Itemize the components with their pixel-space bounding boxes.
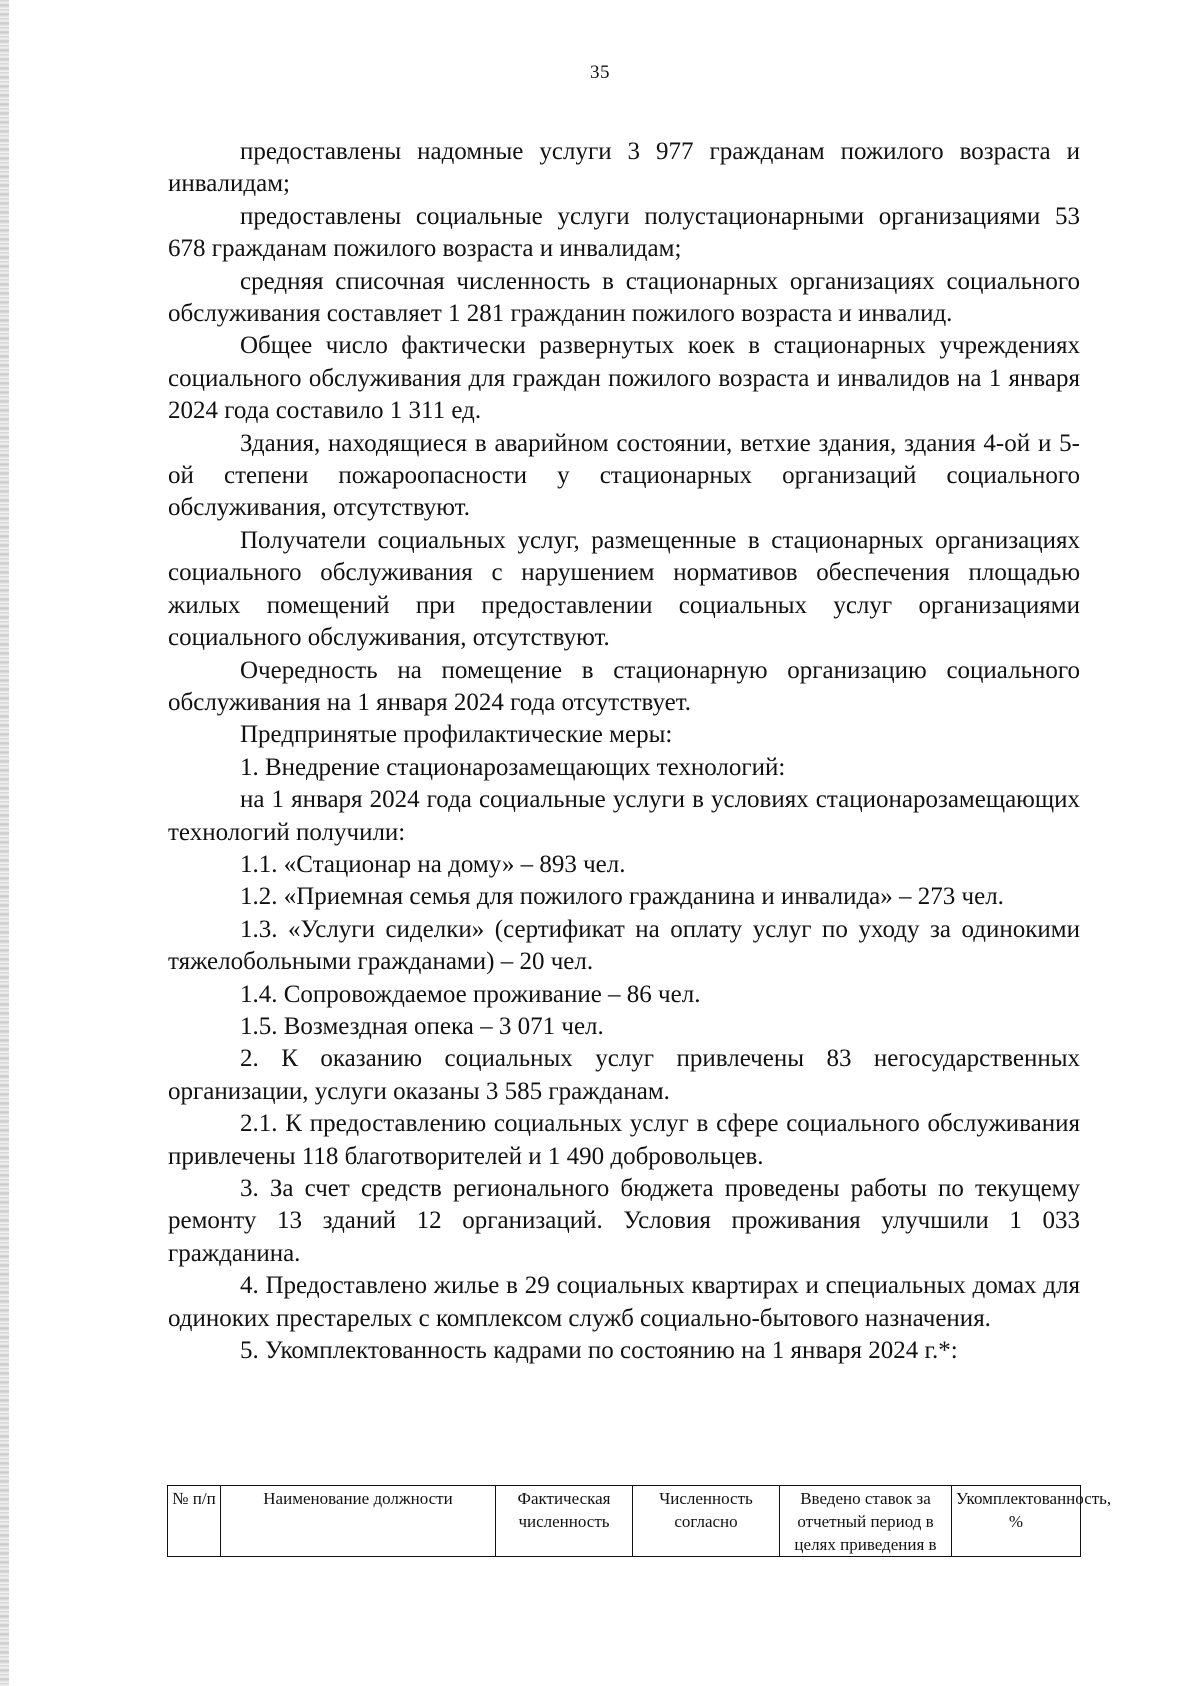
paragraph-item-1-1: 1.1. «Стационар на дому» – 893 чел. (240, 850, 626, 878)
paragraph-beds-count: Общее число фактически развернутых коек в стационарных учреждениях социального обслуживания для граждан пожилого возраста и инвалидов на 1 января 2024 года составило 1 311 ед. (168, 332, 1080, 425)
paragraph-item-1-5: 1.5. Возмездная опека – 3 071 чел. (240, 1012, 604, 1040)
paragraph-item-4: 4. Предоставлено жилье в 29 социальных квартирах и специальных домах для одиноких престарелых с комплексом служб социально-бытового назначения. (168, 1272, 1080, 1332)
paragraph-item-1-3: 1.3. «Услуги сиделки» (сертификат на оплату услуг по уходу за одинокими тяжелобольными гражданами) – 20 чел. (168, 915, 1080, 976)
header-staffing-percent: Укомплектованность, % (952, 1486, 1081, 1557)
paragraph-living-space-norms: Получатели социальных услуг, размещенные в стационарных организациях социального обслуживания с нарушением нормативов обеспечения площадью жилых помещений при предоставлении социальных услуг организациями социального обслуживания, отсутствуют. (168, 526, 1080, 652)
header-number: № п/п (168, 1486, 221, 1557)
body-text (168, 136, 1080, 1367)
header-position-name: Наименование должности (221, 1486, 496, 1557)
paragraph-waiting-list: Очередность на помещение в стационарную организацию социального обслуживания на 1 января 2024 года отсутствует. (168, 656, 1080, 716)
paragraph-emergency-buildings: Здания, находящиеся в аварийном состоянии, ветхие здания, здания 4-ой и 5-ой степени пожароопасности у стационарных организаций социального обслуживания, отсутствуют. (168, 429, 1080, 522)
paragraph-item-5: 5. Укомплектованность кадрами по состоянию на 1 января 2024 г.*: (240, 1337, 958, 1365)
paragraph-item-1-intro: на 1 января 2024 года социальные услуги в условиях стационарозамещающих технологий получили: (168, 786, 1080, 846)
paragraph-item-1-2: 1.2. «Приемная семья для пожилого гражданина и инвалида» – 273 чел. (240, 883, 1004, 911)
paragraph-item-2: 2. К оказанию социальных услуг привлечены 83 негосударственных организации, услуги оказаны 3 585 гражданам. (168, 1045, 1080, 1105)
scan-edge (0, 0, 9, 1686)
paragraph-item-3: 3. За счет средств регионального бюджета проведены работы по текущему ремонту 13 зданий 12 организаций. Условия проживания улучшили 1 033 гражданина. (168, 1175, 1080, 1267)
paragraph-preventive-measures: Предпринятые профилактические меры: (240, 721, 673, 749)
paragraph-semistationary-services: предоставлены социальные услуги полустационарными организациями 53 678 гражданам пожилого возраста и инвалидам; (168, 202, 1080, 263)
header-rates-introduced: Введено ставок за отчетный период в целях приведения в (780, 1486, 952, 1557)
paragraph-item-1-4: 1.4. Сопровождаемое проживание – 86 чел. (240, 980, 701, 1008)
staffing-table (167, 1485, 1112, 1557)
paragraph-item-2-1: 2.1. К предоставлению социальных услуг в сфере социального обслуживания привлечены 118 благотворителей и 1 490 добровольцев. (168, 1110, 1080, 1170)
staffing-table-header-row (168, 1486, 1081, 1557)
paragraph-item-1: 1. Внедрение стационарозамещающих технологий: (240, 753, 786, 781)
paragraph-home-services: предоставлены надомные услуги 3 977 гражданам пожилого возраста и инвалидам; (168, 138, 1080, 198)
page-number: 35 (590, 62, 610, 83)
header-actual-headcount: Фактическая численность (496, 1486, 633, 1557)
header-headcount-per-standard: Численность согласно (633, 1486, 780, 1557)
paragraph-average-headcount: средняя списочная численность в стационарных организациях социального обслуживания составляет 1 281 гражданин пожилого возраста и инвалид. (168, 267, 1080, 328)
